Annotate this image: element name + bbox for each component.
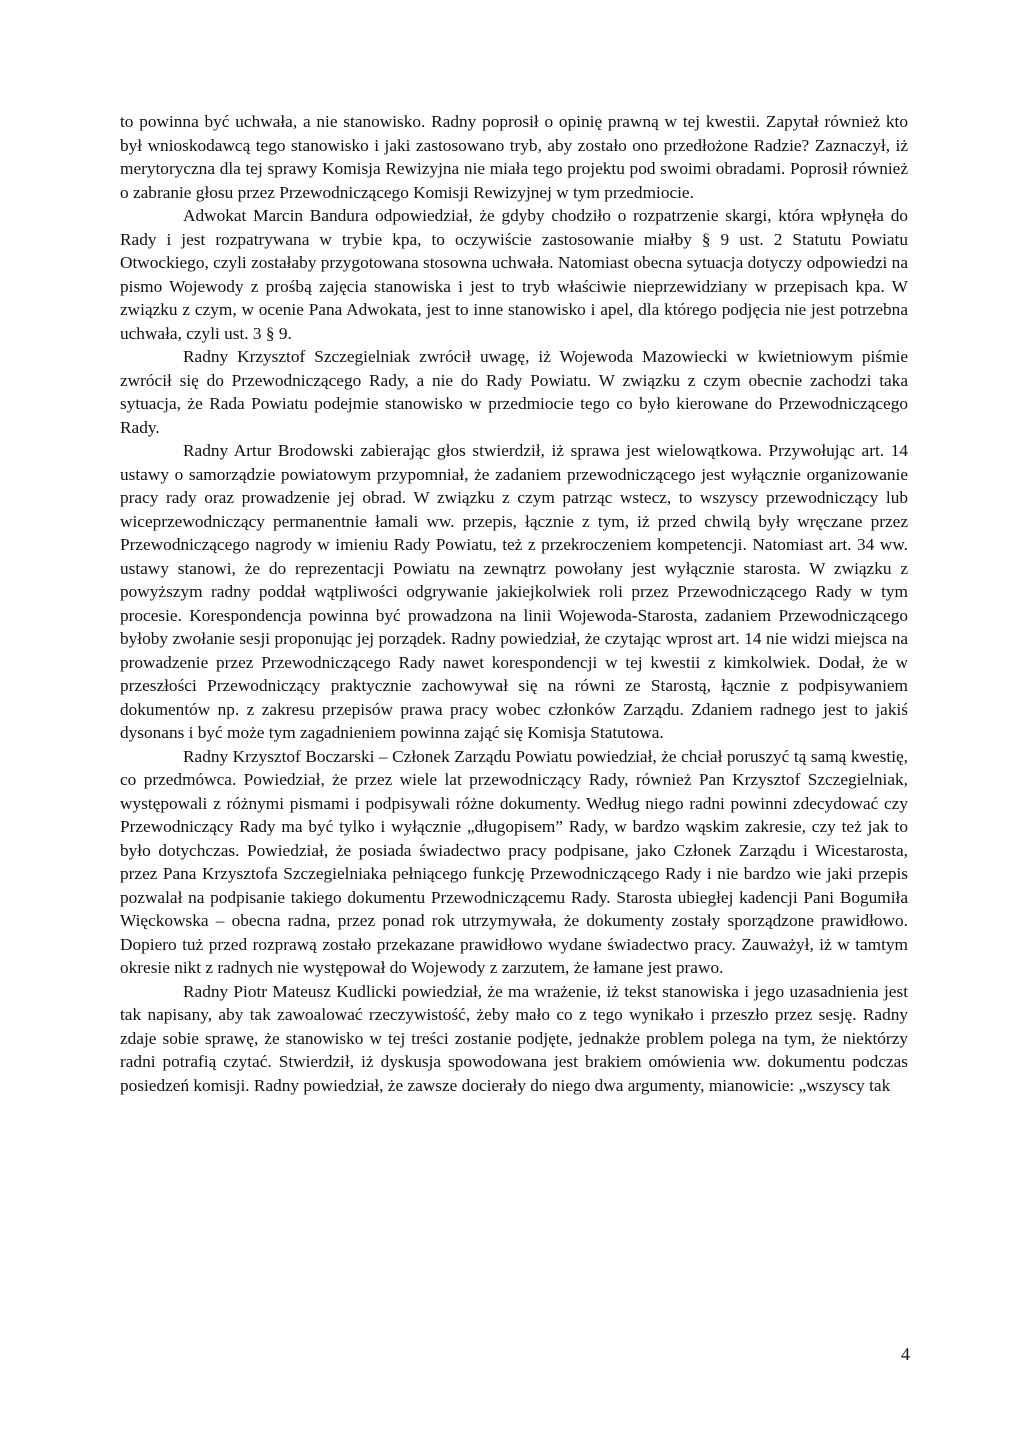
paragraph-kudlicki: Radny Piotr Mateusz Kudlicki powiedział, że ma wrażenie, iż tekst stanowiska i jego uzasadnienia jest tak napisany, aby tak zawoalować rzeczywistość, żeby mało co z tego wynikało i przeszło przez sesję. Radny zdaje sobie sprawę, że stanowisko w tej treści zostanie podjęte, jednakże problem polega na tym, że niektórzy radni potrafią czytać. Stwierdził, iż dyskusja spowodowana jest brakiem omówienia ww. dokumentu podczas posiedzeń komisji. Radny powiedział, że zawsze docierały do niego dwa argumenty, mianowicie: „wszyscy tak [120, 981, 908, 1095]
paragraph-bandura: Adwokat Marcin Bandura odpowiedział, że gdyby chodziło o rozpatrzenie skargi, która wpłynęła do Rady i jest rozpatrywana w trybie kpa, to oczywiście zastosowanie miałby § 9 ust. 2 Statutu Powiatu Otwockiego, czyli zostałaby przygotowana stosowna uchwała. Natomiast obecna sytuacja dotyczy odpowiedzi na pismo Wojewody z prośbą zajęcia stanowiska i jest to tryb właściwie nieprzewidziany w przepisach kpa. W związku z czym, w ocenie Pana Adwokata, jest to inne stanowisko i apel, dla którego podjęcia nie jest potrzebna uchwała, czyli ust. 3 § 9. [120, 206, 908, 343]
page-number: 4 [901, 1344, 910, 1364]
document-body [120, 110, 908, 1097]
paragraph-brodowski: Radny Artur Brodowski zabierając głos stwierdził, iż sprawa jest wielowątkowa. Przywołując art. 14 ustawy o samorządzie powiatowym przypomniał, że zadaniem przewodniczącego jest wyłącznie organizowanie pracy rady oraz prowadzenie jej obrad. W związku z czym patrząc wstecz, to wszyscy przewodniczący lub wiceprzewodniczący permanentnie łamali ww. przepis, łącznie z tym, iż przed chwilą były wręczane przez Przewodniczącego nagrody w imieniu Rady Powiatu, też z przekroczeniem kompetencji. Natomiast art. 34 ww. ustawy stanowi, że do reprezentacji Powiatu na zewnątrz powołany jest wyłącznie starosta. W związku z powyższym radny poddał wątpliwości odgrywanie jakiejkolwiek roli przez Przewodniczącego Rady w tym procesie. Korespondencja powinna być prowadzona na linii Wojewoda-Starosta, zadaniem Przewodniczącego byłoby zwołanie sesji proponując jej porządek. Radny powiedział, że czytając wprost art. 14 nie widzi miejsca na prowadzenie przez Przewodniczącego Rady nawet korespondencji w tej kwestii z kimkolwiek. Dodał, że w przeszłości Przewodniczący praktycznie zachowywał się na równi ze Starostą, łącznie z podpisywaniem dokumentów np. z zakresu przepisów prawa pracy wobec członków Zarządu. Zdaniem radnego jest to jakiś dysonans i być może tym zagadnieniem powinna zająć się Komisja Statutowa. [120, 441, 908, 742]
paragraph-boczarski: Radny Krzysztof Boczarski – Członek Zarządu Powiatu powiedział, że chciał poruszyć tą samą kwestię, co przedmówca. Powiedział, że przez wiele lat przewodniczący Rady, również Pan Krzysztof Szczegielniak, występowali z różnymi pismami i podpisywali różne dokumenty. Według niego radni powinni zdecydować czy Przewodniczący Rady ma być tylko i wyłącznie „długopisem” Rady, w bardzo wąskim zakresie, czy też jak to było dotychczas. Powiedział, że posiada świadectwo pracy podpisane, jako Członek Zarządu i Wicestarosta, przez Pana Krzysztofa Szczegielniaka pełniącego funkcję Przewodniczącego Rady i nie bardzo wie jaki przepis pozwalał na podpisanie takiego dokumentu Przewodniczącemu Rady. Starosta ubiegłej kadencji Pani Bogumiła Więckowska – obecna radna, przez ponad rok utrzymywała, że dokumenty zostały sporządzone prawidłowo. Dopiero tuż przed rozprawą zostało przekazane prawidłowo wydane świadectwo pracy. Zauważył, iż w tamtym okresie nikt z radnych nie występował do Wojewody z zarzutem, że łamane jest prawo. [120, 746, 908, 977]
paragraph-szczegielniak: Radny Krzysztof Szczegielniak zwrócił uwagę, iż Wojewoda Mazowiecki w kwietniowym piśmie zwrócił się do Przewodniczącego Rady, a nie do Rady Powiatu. W związku z czym obecnie zachodzi taka sytuacja, że Rada Powiatu podejmie stanowisko w przedmiocie tego co było kierowane do Przewodniczącego Rady. [120, 347, 908, 437]
paragraph-continuation: to powinna być uchwała, a nie stanowisko. Radny poprosił o opinię prawną w tej kwestii. Zapytał również kto był wnioskodawcą tego stanowisko i jaki zastosowano tryb, aby zostało ono przedłożone Radzie? Zaznaczył, iż merytoryczna dla tej sprawy Komisja Rewizyjna nie miała tego projektu pod swoimi obradami. Poprosił również o zabranie głosu przez Przewodniczącego Komisji Rewizyjnej w tym przedmiocie. [120, 112, 908, 202]
